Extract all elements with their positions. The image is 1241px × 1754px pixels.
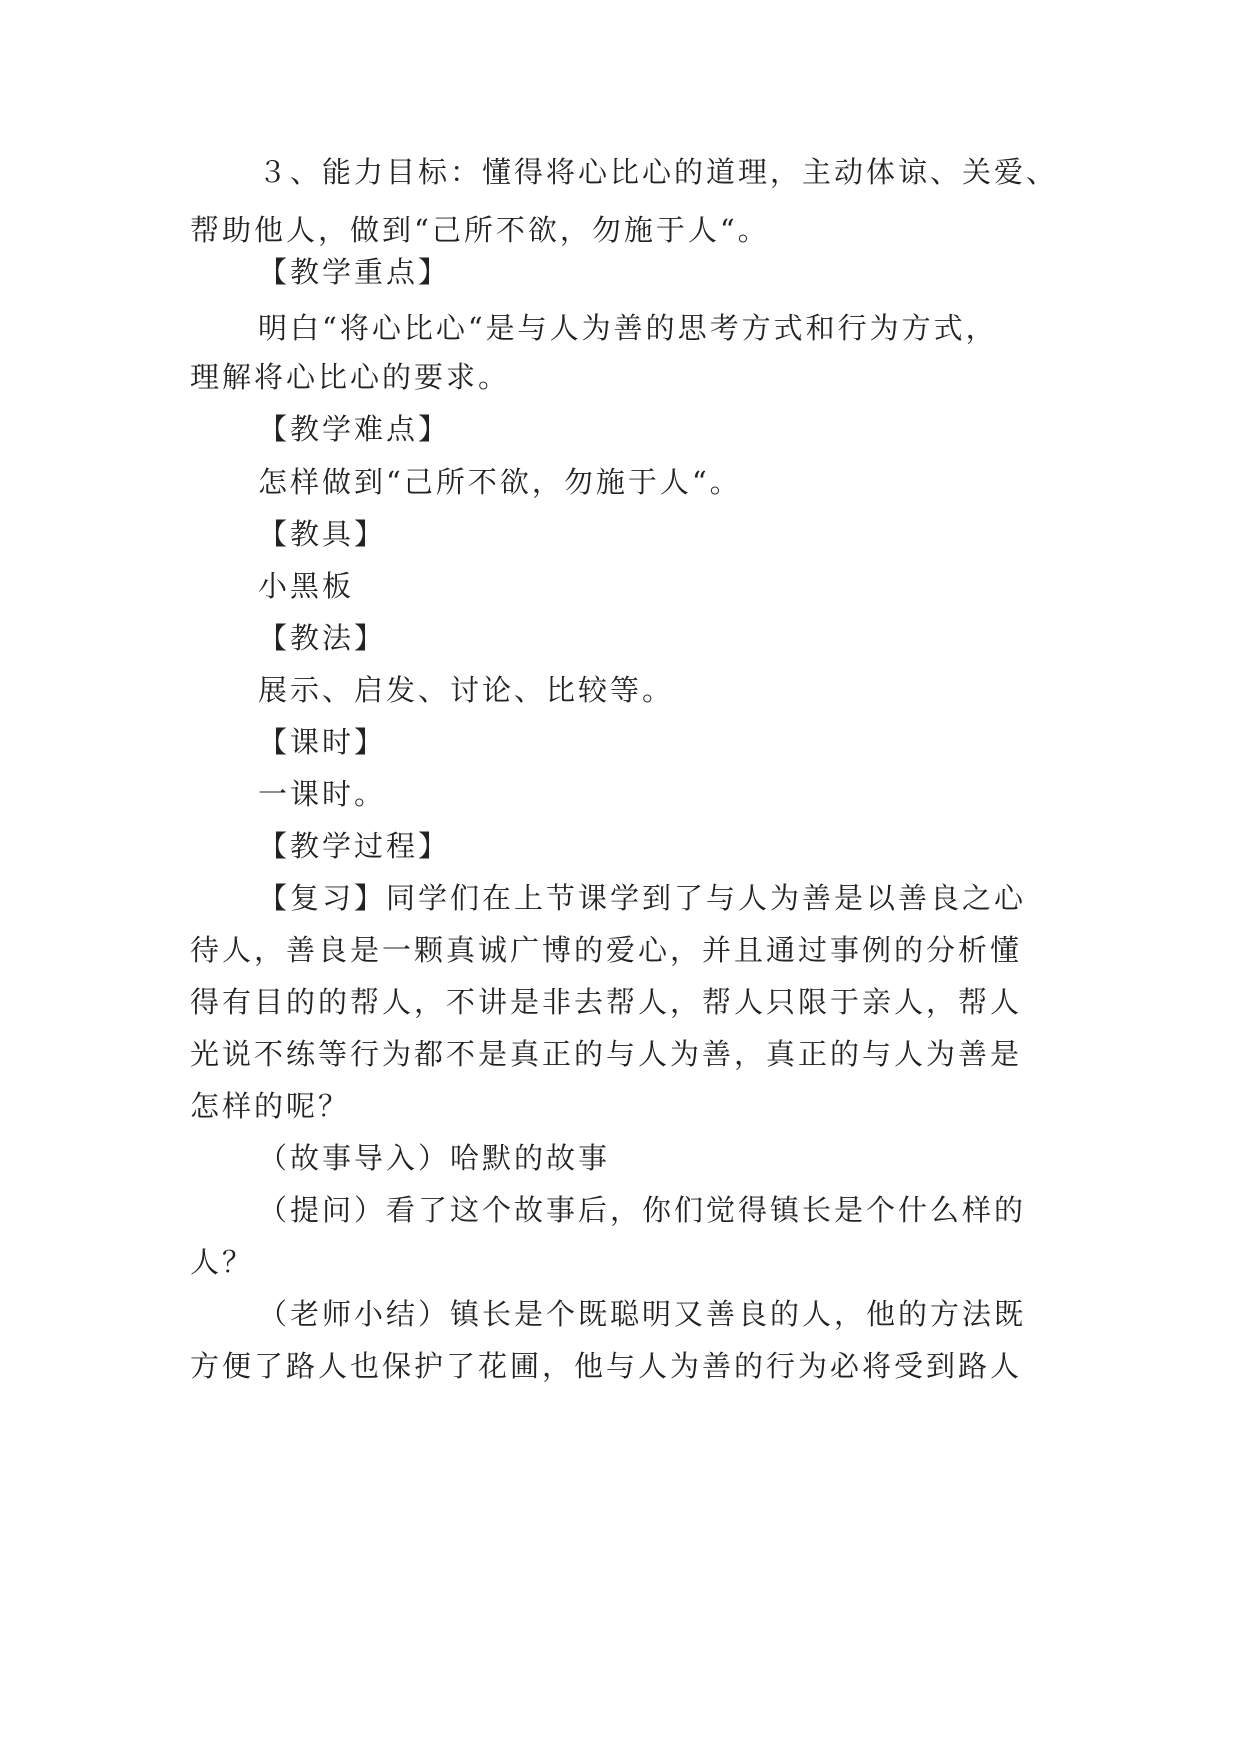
heading-teaching-aids: 【教具】 [258, 517, 387, 551]
teaching-methods-text: 展示、启发、讨论、比较等。 [258, 673, 675, 707]
question-line-2: 人？ [190, 1245, 255, 1279]
heading-class-hours: 【课时】 [258, 725, 387, 759]
teacher-summary-line-2: 方便了路人也保护了花圃，他与人为善的行为必将受到路人 [190, 1349, 1023, 1383]
teaching-focus-continuation: 理解将心比心的要求。 [190, 360, 511, 394]
review-paragraph-line-5: 怎样的呢？ [190, 1089, 351, 1123]
review-paragraph-line-4: 光说不练等行为都不是真正的与人为善，真正的与人为善是 [190, 1037, 1023, 1071]
teaching-difficulty-text: 怎样做到“己所不欲，勿施于人“。 [258, 465, 742, 499]
heading-teaching-difficulty: 【教学难点】 [258, 412, 451, 446]
ability-goal-line: ３、能力目标：懂得将心比心的道理，主动体谅、关爱、 [258, 155, 1059, 189]
heading-teaching-focus: 【教学重点】 [258, 255, 451, 289]
teaching-focus-text: 明白“将心比心“是与人为善的思考方式和行为方式， [258, 311, 998, 345]
teacher-summary-line-1: （老师小结）镇长是个既聪明又善良的人，他的方法既 [258, 1297, 1027, 1331]
review-paragraph-line-1: 【复习】同学们在上节课学到了与人为善是以善良之心 [258, 881, 1027, 915]
heading-teaching-methods: 【教法】 [258, 621, 387, 655]
review-paragraph-line-2: 待人，善良是一颗真诚广博的爱心，并且通过事例的分析懂 [190, 933, 1023, 967]
ability-goal-continuation: 帮助他人，做到“己所不欲，勿施于人“。 [190, 213, 770, 247]
story-intro-line: （故事导入）哈默的故事 [258, 1141, 611, 1175]
teaching-aids-text: 小黑板 [258, 569, 355, 603]
question-line-1: （提问）看了这个故事后，你们觉得镇长是个什么样的 [258, 1193, 1027, 1227]
heading-teaching-process: 【教学过程】 [258, 829, 451, 863]
class-hours-text: 一课时。 [258, 777, 387, 811]
review-paragraph-line-3: 得有目的的帮人，不讲是非去帮人，帮人只限于亲人，帮人 [190, 985, 1023, 1019]
